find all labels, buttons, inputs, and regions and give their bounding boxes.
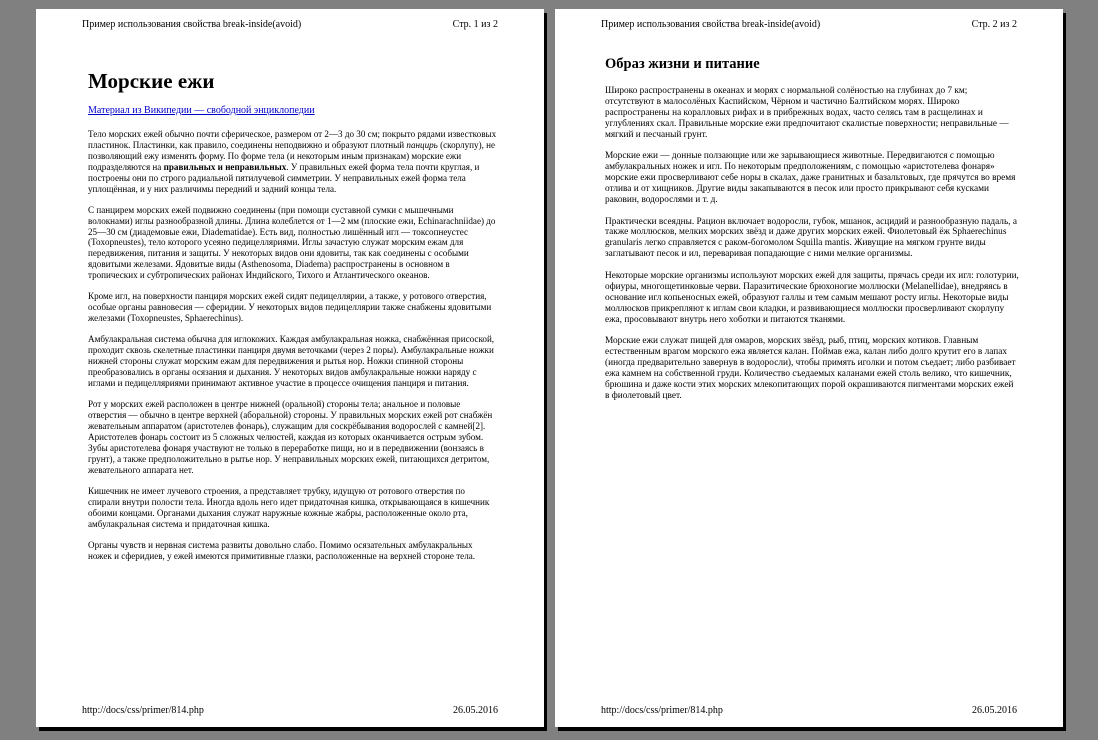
paragraph: Некоторые морские организмы используют морских ежей для защиты, прячась среди их игл: голотурии, офиуры, многощетинковые черви. Паразитические брюхоногие моллюски (Melanellidae), внедряясь в основание игл копьеносных ежей, образуют галлы и тем самым мешают росту иглы. Некоторые виды моллюсков прикрепляют к иглам свои кладки, и развивающиеся моллюски просверливают скорлупу ежа, просовывают внутрь него хоботки и питаются тканями.	[605, 270, 1019, 325]
paragraph: Кишечник не имеет лучевого строения, а представляет трубку, идущую от ротового отверстия по спирали внутри полости тела. Иногда вдоль него идет придаточная кишка, открывающаяся в кишечник обоими концами. Органами дыхания служат наружные кожные жабры, расположенные около рта, амбулакральная система и придаточная кишка.	[88, 485, 490, 529]
paragraph: Практически всеядны. Рацион включает водоросли, губок, мшанок, асцидий и разнообразную падаль, а также моллюсков, мелких морских звёзд и даже других морских ежей. Фиолетовый ёж Sphaerechinus granularis легко справляется с раком-богомолом Squilla mantis. Живущие на мягком грунте виды заглатывают песок и ил, переваривая попадающие с ними мелкие организмы.	[605, 216, 1017, 260]
source-link[interactable]: Материал из Википедии — свободной энциклопедии	[88, 105, 315, 116]
page-header	[82, 19, 498, 31]
article-title: Морские ежи	[88, 69, 215, 93]
paragraph: Морские ежи — донные ползающие или же зарывающиеся животные. Передвигаются с помощью амбулакральных ножек и игл. По некоторым предположениям, с помощью «аристотелева фонаря» морские ежи просверливают себе норы в скалах, даже гранитных и базальтовых, где прячутся во время отлива и от хищников. Другие виды закапываются в песок или просто прикрывают себя кусками раковин, водорослями и т. д.	[605, 151, 1016, 206]
footer-url: http://docs/css/primer/814.php	[82, 705, 204, 716]
footer-date: 26.05.2016	[972, 705, 1017, 716]
running-title: Пример использования свойства break-inside(avoid)	[82, 19, 302, 30]
page-content	[88, 69, 498, 572]
page-footer	[82, 705, 498, 717]
paragraph: С панцирем морских ежей подвижно соединены (при помощи суставной сумки с мышечными волокнами) иглы разнообразной длины. Длина колеблется от 1—2 мм (плоские ежи, Echinarachniidae) до 25—30 см (диадемовые ежи, Diadematidae). Есть вид, полностью лишённый игл — токсопнеустес (Toxopneustes), тело которого усеяно педицелляриями. Иглы зачастую служат морским ежам для передвижения, питания и защиты. У некоторых видов они ядовиты, так как соединены с особыми ядовитыми железами. Ядовитые виды (Asthenosoma, Diadema) распространены в основном в тропических и субтропических районах Индийского, Тихого и Атлантического океанов.	[88, 204, 496, 281]
page-number: Стр. 1 из 2	[452, 19, 498, 30]
page-footer	[601, 705, 1017, 717]
emphasis: панцирь	[406, 139, 438, 150]
section-heading: Образ жизни и питание	[605, 56, 760, 72]
page-header	[601, 19, 1017, 31]
paragraph: Морские ежи служат пищей для омаров, морских звёзд, рыб, птиц, морских котиков. Главным естественным врагом морского ежа является калан. Поймав ежа, калан либо долго крутит его в лапах (иногда предварительно завернув в водоросли), чтобы примять иголки и потом съедает; либо разбивает ежа камнем на собственной груди. Количество съедаемых каланами ежей столь велико, что кишечник, брюшина и даже кости этих морских млекопитающих порой окрашиваются пигментами морских ежей в фиолетовый цвет.	[605, 336, 1016, 401]
print-page-1	[36, 9, 544, 727]
paragraph: Кроме игл, на поверхности панциря морских ежей сидят педицеллярии, а также, у ротового отверстия, особые органы равновесия — сферидии. У некоторых видов педицеллярии также снабжены ядовитыми железами (Toxopneustes, Sphaerechinus).	[88, 291, 492, 324]
paragraph: Тело морских ежей обычно почти сферическое, размером от 2—3 до 30 см; покрыто рядами известковых пластинок. Пластинки, как правило, соединены неподвижно и образуют плотный панцирь (скорлупу), не позволяющий ежу изменять форму. По форме тела (и некоторым иным признакам) морские ежи подразделяются на правильных и неправильных. У правильных ежей форма тела почти круглая, и построены они по строго радиальной пятилучевой симметрии. У неправильных ежей форма тела уплощённая, и у них различимы передний и задний концы тела.	[88, 129, 497, 194]
footer-date: 26.05.2016	[453, 705, 498, 716]
page-number: Стр. 2 из 2	[971, 19, 1017, 30]
page-content	[605, 56, 1019, 412]
strong-text: правильных и неправильных	[163, 161, 287, 172]
paragraph: Амбулакральная система обычна для иглокожих. Каждая амбулакральная ножка, снабжённая присоской, проходит сквозь скелетные пластинки панциря двумя веточками (через 2 поры). Амбулакральные ножки нижней стороны служат морским ежам для передвижения и рытья нор. Ножки спинной стороны преобразовались в органы осязания и дыхания. У некоторых видов амбулакральные ножки наряду с иглами и педицелляриями принимают активное участие в процессе очищения панциря и питания.	[88, 334, 495, 389]
print-page-2	[555, 9, 1063, 727]
paragraph: Широко распространены в океанах и морях с нормальной солёностью на глубинах до 7 км; отсутствуют в малосолёных Каспийском, Чёрном и частично Балтийском морях. Широко распространены на коралловых рифах и в прибрежных водах, часто селясь там в расщелинах и углублениях скал. Правильные морские ежи предпочитают скалистые поверхности; неправильные — мягкий и песчаный грунт.	[605, 86, 1009, 140]
paragraph: Органы чувств и нервная система развиты довольно слабо. Помимо осязательных амбулакральных ножек и сферидиев, у ежей имеются примитивные глазки, расположенные на верхней стороне тела.	[88, 539, 476, 561]
footer-url: http://docs/css/primer/814.php	[601, 705, 723, 716]
paragraph: Рот у морских ежей расположен в центре нижней (оральной) стороны тела; анальное и половые отверстия — обычно в центре верхней (аборальной) стороны. У правильных морских ежей рот снабжён жевательным аппаратом (аристотелев фонарь), служащим для соскрёбывания водорослей с камней[2]. Аристотелев фонарь состоит из 5 сложных челюстей, каждая из которых оканчивается острым зубом. Зубы аристотелева фонаря участвуют не только в переработке пищи, но и в передвижении (вонзаясь в грунт), а также предположительно в рытье нор. У неправильных морских ежей, питающихся детритом, жевательного аппарата нет.	[88, 399, 493, 475]
running-title: Пример использования свойства break-inside(avoid)	[601, 19, 821, 30]
